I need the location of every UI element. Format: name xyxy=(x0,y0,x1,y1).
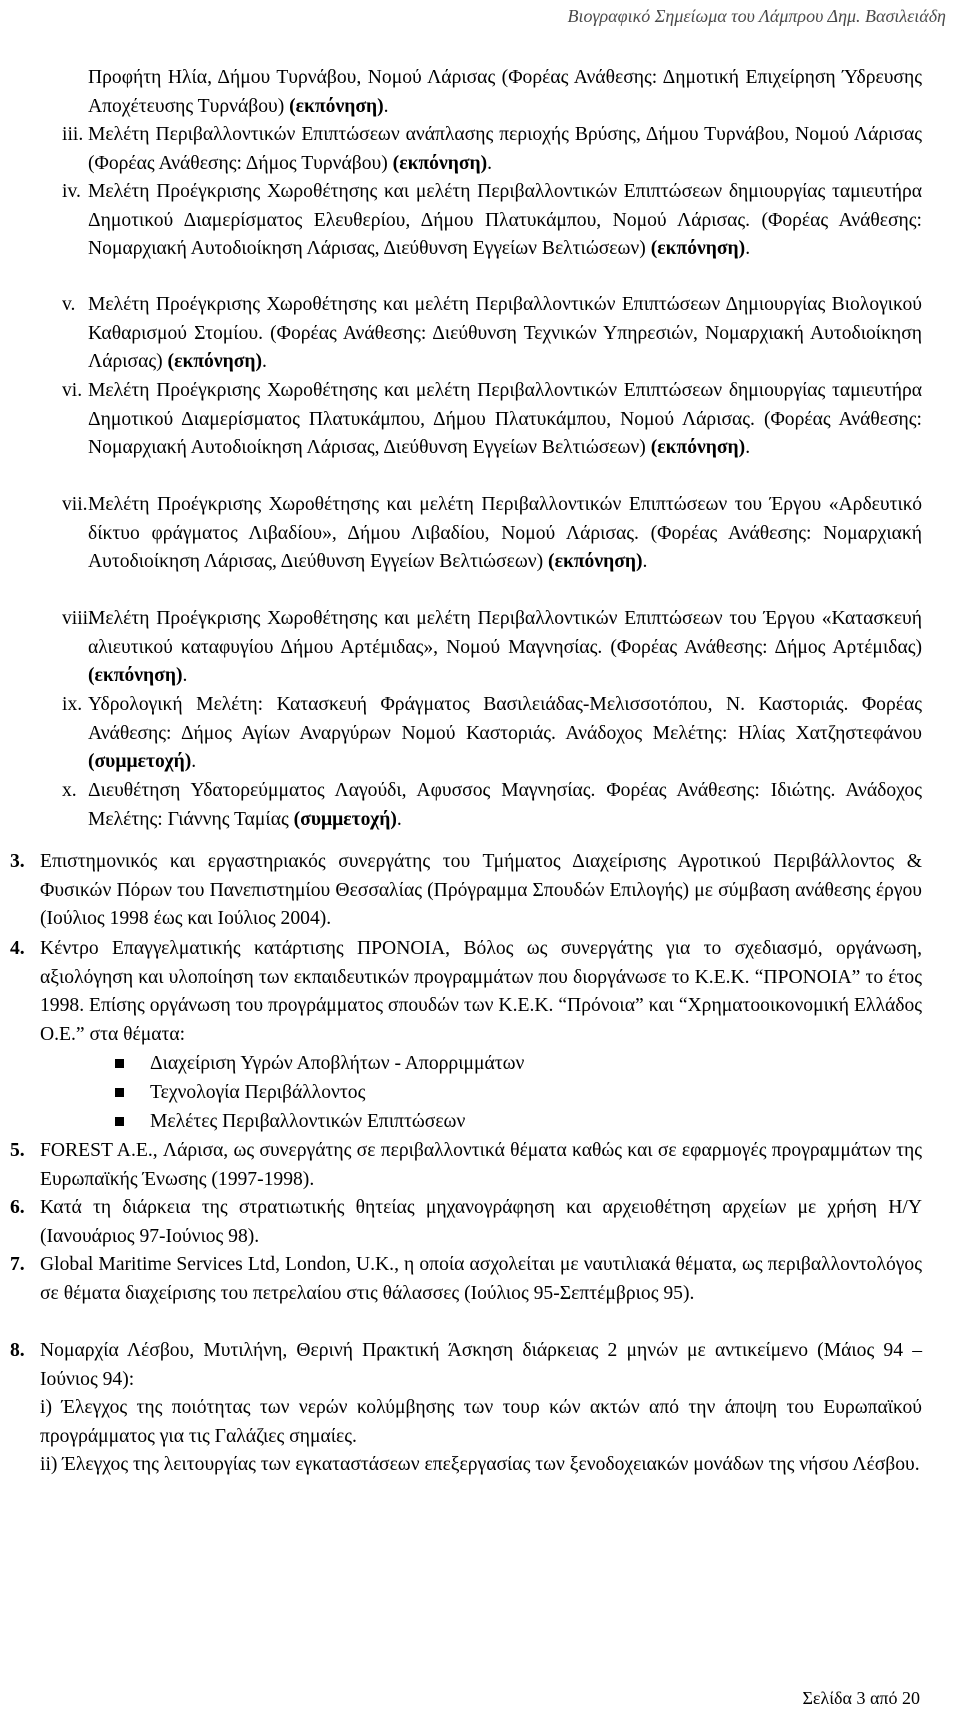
item-text: Global Maritime Services Ltd, London, U.K., η οποία ασχολείται με ναυτιλιακά θέματα, ως περιβαλλοντολόγος σε θέματα διαχείρισης του πετρελαίου στις θάλασσες (Ιούλιος 95-Σεπτέμβριος 95). xyxy=(40,1254,922,1304)
subitem-marker: iii. xyxy=(62,124,84,145)
subitem-v: v. Μελέτη Προέγκρισης Χωροθέτησης και μελέτη Περιβαλλοντικών Επιπτώσεων Δημιουργίας Βιολογικού Καθαρισμού Στομίου. (Φορέας Ανάθεσης: Διεύθυνση Τεχνικών Υπηρεσιών, Νομαρχιακή Αυτοδιοίκηση Λάρισας) (εκπόνηση). xyxy=(62,291,922,377)
item-8-sub-i: i) Έλεγχος της ποιότητας των νερών κολύμβησης των τουρ κών ακτών από την άποψη του Ευρωπαϊκού προγράμματος για τις Γαλάζιες σημαίες. xyxy=(40,1397,922,1447)
bullet-item: Διαχείριση Υγρών Αποβλήτων - Απορριμμάτων xyxy=(115,1050,815,1079)
item-text: FOREST A.E., Λάρισα, ως συνεργάτης σε περιβαλλοντικά θέματα καθώς και σε εφαρμογές προγραμμάτων της Ευρωπαϊκής Ένωσης (1997-1998). xyxy=(40,1140,922,1190)
item-8 xyxy=(10,1337,922,1394)
item-text: Κατά τη διάρκεια της στρατιωτικής θητείας μηχανογράφηση και αρχειοθέτηση αρχείων με χρήση Η/Υ (Ιανουάριος 97-Ιούνιος 98). xyxy=(40,1197,922,1247)
subitem-marker: vi. xyxy=(62,380,83,401)
square-bullet-icon xyxy=(115,1117,124,1126)
bullet-item: Μελέτες Περιβαλλοντικών Επιπτώσεων xyxy=(115,1108,815,1137)
bullet-item: Τεχνολογία Περιβάλλοντος xyxy=(115,1079,815,1108)
item-marker: 7. xyxy=(10,1254,25,1275)
item-marker: 8. xyxy=(10,1340,25,1361)
subitem-viii: viii. Μελέτη Προέγκρισης Χωροθέτησης και μελέτη Περιβαλλοντικών Επιπτώσεων του Έργου «Κατασκευή αλιευτικού καταφυγίου Δήμου Αρτέμιδας», Νομού Μαγνησίας. (Φορέας Ανάθεσης: Δήμος Αρτέμιδας) (εκπόνηση). xyxy=(62,605,922,691)
subitem-marker: x. xyxy=(62,780,77,801)
item-text: Επιστημονικός και εργαστηριακός συνεργάτης του Τμήματος Διαχείρισης Αγροτικού Περιβάλλοντος & Φυσικών Πόρων του Πανεπιστημίου Θεσσαλίας (Πρόγραμμα Σπουδών Επιλογής) με σύμβαση ανάθεσης έργου (Ιούλιος 1998 έως και Ιούλιος 2004). xyxy=(40,851,922,929)
subitem-x: x. Διευθέτηση Υδατορεύμματος Λαγούδι, Αφυσσος Μαγνησίας. Φορέας Ανάθεσης: Ιδιώτης. Ανάδοχος Μελέτης: Γιάννης Ταμίας (συμμετοχή). xyxy=(62,777,922,834)
item-marker: 6. xyxy=(10,1197,25,1218)
item-marker: 4. xyxy=(10,938,25,959)
subitem-marker: viii. xyxy=(62,608,94,629)
subitem-ix: ix. Υδρολογική Μελέτη: Κατασκευή Φράγματος Βασιλειάδας-Μελισσοτόπου, Ν. Καστοριάς. Φορέας Ανάθεσης: Δήμος Αγίων Αναργύρων Νομού Καστοριάς. Ανάδοχος Μελέτης: Ηλίας Χατζηστεφάνου (συμμετοχή). xyxy=(62,691,922,777)
square-bullet-icon xyxy=(115,1088,124,1097)
item-marker: 5. xyxy=(10,1140,25,1161)
item-text: Νομαρχία Λέσβου, Μυτιλήνη, Θερινή Πρακτική Άσκηση διάρκειας 2 μηνών με αντικείμενο (Μάιος 94 – Ιούνιος 94): xyxy=(40,1340,922,1390)
subitem-continuation: Προφήτη Ηλία, Δήμου Τυρνάβου, Νομού Λάρισας (Φορέας Ανάθεσης: Δημοτική Επιχείρηση Ύδρευσης Αποχέτευσης Τυρνάβου) (εκπόνηση). xyxy=(88,67,922,117)
subitem-vi: vi. Μελέτη Προέγκρισης Χωροθέτησης και μελέτη Περιβαλλοντικών Επιπτώσεων δημιουργίας ταμιευτήρα Δημοτικού Διαμερίσματος Πλατυκάμπου, Δήμου Πλατυκάμπου, Νομού Λάρισας. (Φορέας Ανάθεσης: Νομαρχιακή Αυτοδιοίκηση Λάρισας, Διεύθυνση Εγγείων Βελτιώσεων) (εκπόνηση). xyxy=(62,377,922,463)
subitem-marker: v. xyxy=(62,294,76,315)
square-bullet-icon xyxy=(115,1059,124,1068)
subitem-marker: vii. xyxy=(62,494,88,515)
item-5 xyxy=(10,1137,922,1194)
item-3 xyxy=(10,848,922,934)
item-text: Κέντρο Επαγγελματικής κατάρτισης ΠΡΟΝΟΙΑ, Βόλος ως συνεργάτης για το σχεδιασμό, οργάνωση, αξιολόγηση και υλοποίηση των εκπαιδευτικών προγραμμάτων που διοργάνωσε το Κ.Ε.Κ. “ΠΡΟΝΟΙΑ” το έτος 1998. Επίσης οργάνωση του προγράμματος σπουδών των Κ.Ε.Κ. “Πρόνοια” και “Χρηματοοικονομική Ελλάδος Ο.Ε.” στα θέματα: xyxy=(40,938,922,1045)
subitem-marker: iv. xyxy=(62,181,81,202)
item-7 xyxy=(10,1251,922,1308)
subitem-iv: iv. Μελέτη Προέγκρισης Χωροθέτησης και μελέτη Περιβαλλοντικών Επιπτώσεων δημιουργίας ταμιευτήρα Δημοτικού Διαμερίσματος Ελευθερίου, Δήμου Πλατυκάμπου, Νομού Λάρισας. (Φορέας Ανάθεσης: Νομαρχιακή Αυτοδιοίκηση Λάρισας, Διεύθυνση Εγγείων Βελτιώσεων) (εκπόνηση). xyxy=(62,178,922,264)
subitem-iii: iii. Μελέτη Περιβαλλοντικών Επιπτώσεων ανάπλασης περιοχής Βρύσης, Δήμου Τυρνάβου, Νομού Λάρισας (Φορέας Ανάθεσης: Δήμος Τυρνάβου) (εκπόνηση). xyxy=(62,121,922,178)
item-6 xyxy=(10,1194,922,1251)
item-8-sub-ii: ii) Έλεγχος της λειτουργίας των εγκαταστάσεων επεξεργασίας των ξενοδοχειακών μονάδων της νήσου Λέσβου. xyxy=(40,1454,920,1475)
subitem-vii: vii. Μελέτη Προέγκρισης Χωροθέτησης και μελέτη Περιβαλλοντικών Επιπτώσεων του Έργου «Αρδευτικό δίκτυο φράγματος Λιβαδίου», Δήμου Λιβαδίου, Νομού Λάρισας. (Φορέας Ανάθεσης: Νομαρχιακή Αυτοδιοίκηση Λάρισας, Διεύθυνση Εγγείων Βελτιώσεων) (εκπόνηση). xyxy=(62,491,922,577)
running-header: Βιογραφικό Σημείωμα του Λάμπρου Δημ. Βασιλειάδη xyxy=(567,6,946,26)
item-4 xyxy=(10,935,922,1049)
subitem-marker: ix. xyxy=(62,694,83,715)
item-marker: 3. xyxy=(10,851,25,872)
page-number: Σελίδα 3 από 20 xyxy=(802,1688,920,1708)
